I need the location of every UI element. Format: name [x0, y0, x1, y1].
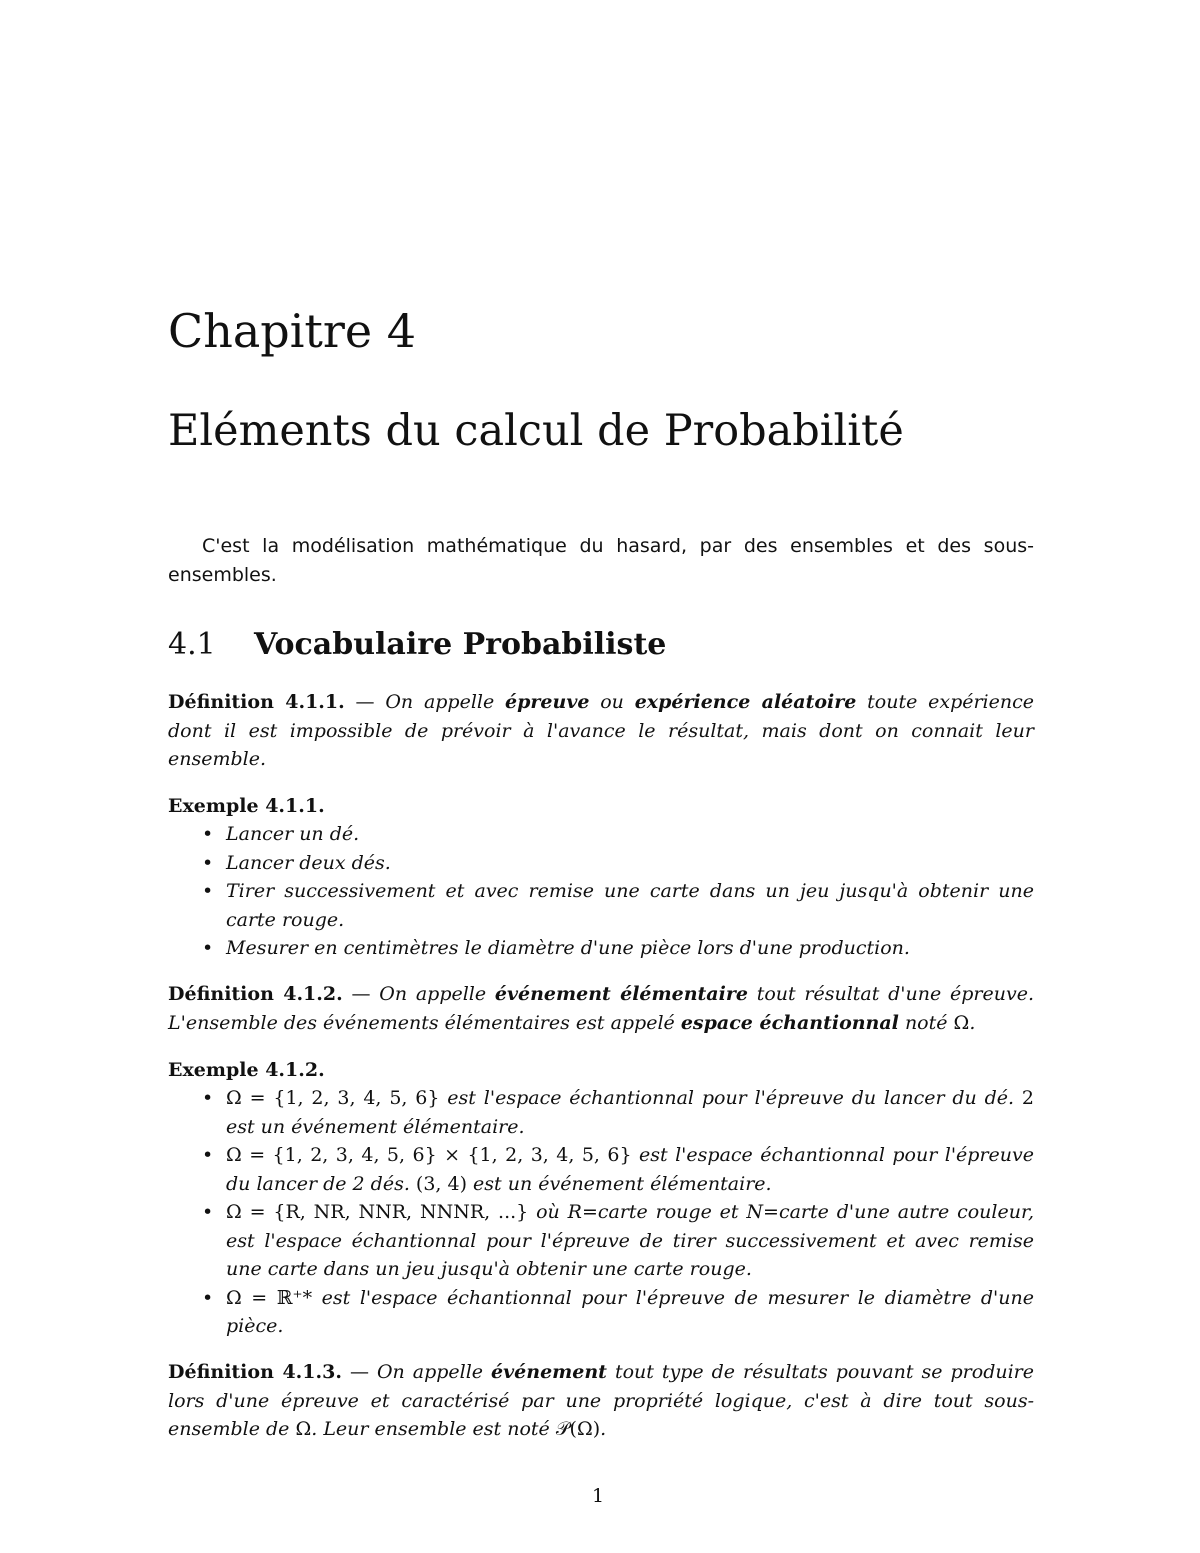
list-item — [168, 849, 1034, 878]
omega-symbol: Ω — [953, 1011, 970, 1034]
example-4-1-2-list — [168, 1084, 1034, 1341]
section-number: 4.1 — [168, 627, 216, 662]
definition-term: expérience aléatoire — [634, 691, 857, 713]
definition-4-1-3 — [168, 1358, 1034, 1444]
definition-term: événement — [491, 1361, 607, 1383]
list-item — [168, 820, 1034, 849]
section-title: Vocabulaire Probabiliste — [254, 627, 667, 662]
list-item-text: est l'espace échantionnal pour l'épreuve du lancer du dé. — [439, 1087, 1022, 1109]
definition-term: événement élémentaire — [494, 983, 748, 1005]
definition-4-1-2 — [168, 980, 1034, 1037]
definition-term: épreuve — [505, 691, 590, 713]
list-item-text: Lancer un dé. — [226, 823, 360, 845]
section-heading — [168, 625, 666, 665]
page-number: 1 — [592, 1485, 605, 1507]
list-item — [168, 1198, 1034, 1284]
definition-text: On appelle — [379, 983, 495, 1005]
list-item-text: est un événement élémentaire. — [226, 1115, 525, 1138]
example-4-1-1-list — [168, 820, 1034, 963]
math-expression: Ω = {1, 2, 3, 4, 5, 6} — [226, 1087, 440, 1109]
definition-dash: — — [342, 983, 380, 1005]
definition-4-1-1 — [168, 688, 1034, 774]
definition-text: On appelle — [376, 1361, 492, 1383]
definition-term: espace échantionnal — [680, 1011, 899, 1034]
definition-text: . Leur ensemble est noté — [311, 1418, 556, 1440]
list-item-text: où R=carte rouge et N=carte d'une autre couleur, est l'espace échantionnal pour l'épreuve de tirer successivement et avec remise une carte dans un jeu jusqu'à obtenir une carte rouge. — [226, 1201, 1034, 1280]
bullet-icon: • — [202, 851, 214, 874]
math-expression: 2 — [1021, 1087, 1035, 1109]
bullet-icon: • — [202, 1087, 214, 1109]
math-expression: Ω = ℝ⁺* — [226, 1286, 313, 1309]
definition-dash: — — [344, 691, 386, 713]
chapter-label: Chapitre 4 — [168, 304, 416, 358]
bullet-icon: • — [202, 937, 214, 959]
math-expression: Ω = {R, NR, NNR, NNNR, ...} — [226, 1201, 529, 1223]
document-page — [168, 0, 1034, 1553]
list-item-text: Mesurer en centimètres le diamètre d'une pièce lors d'une production. — [226, 937, 910, 959]
list-item — [168, 1141, 1034, 1198]
bullet-icon: • — [202, 1286, 214, 1309]
list-item-text: est l'espace échantionnal pour l'épreuve de mesurer le diamètre d'une pièce. — [226, 1286, 1035, 1337]
math-expression: 𝒫(Ω) — [555, 1418, 601, 1440]
definition-dash: — — [341, 1361, 377, 1383]
definition-text: On appelle — [385, 691, 506, 713]
list-item-text: Tirer successivement et avec remise une carte dans un jeu jusqu'à obtenir une carte rouge. — [226, 880, 1034, 931]
omega-symbol: Ω — [295, 1418, 312, 1440]
definition-text: . — [969, 1011, 976, 1034]
definition-label: Définition 4.1.3. — [168, 1361, 342, 1383]
list-item — [168, 877, 1034, 934]
math-expression: Ω = {1, 2, 3, 4, 5, 6} × {1, 2, 3, 4, 5, 6} — [226, 1144, 632, 1166]
definition-text: tout résultat d'une épreuve. L'ensemble des événements élémentaires est appelé — [168, 983, 1034, 1034]
list-item — [168, 934, 1034, 963]
definition-label: Définition 4.1.1. — [168, 691, 345, 713]
chapter-title: Eléments du calcul de Probabilité — [168, 406, 904, 456]
bullet-icon: • — [202, 1201, 214, 1223]
definition-text: ou — [589, 691, 635, 713]
definition-text: . — [600, 1418, 607, 1440]
example-4-1-1-label: Exemple 4.1.1. — [168, 795, 325, 817]
list-item-text: est un événement élémentaire. — [467, 1172, 772, 1195]
bullet-icon: • — [202, 880, 214, 902]
list-item-text: Lancer deux dés. — [226, 851, 391, 874]
definition-text: toute expérience dont il est impossible de prévoir à l'avance le résultat, mais dont on connait leur ensemble. — [168, 691, 1034, 770]
list-item-text: est l'espace échantionnal pour l'épreuve du lancer de 2 dés. — [226, 1144, 1034, 1195]
list-item — [168, 1084, 1034, 1141]
intro-paragraph: C'est la modélisation mathématique du hasard, par des ensembles et des sous-ensembles. — [168, 535, 1034, 586]
list-item — [168, 1284, 1034, 1341]
math-expression: (3, 4) — [415, 1172, 467, 1195]
example-4-1-2-label: Exemple 4.1.2. — [168, 1059, 325, 1081]
definition-text: noté — [898, 1011, 954, 1034]
definition-label: Définition 4.1.2. — [168, 983, 343, 1005]
bullet-icon: • — [202, 823, 214, 845]
definition-text: tout type de résultats pouvant se produire lors d'une épreuve et caractérisé par une propriété logique, c'est à dire tout sous-ensemble de — [168, 1361, 1034, 1440]
bullet-icon: • — [202, 1144, 214, 1166]
